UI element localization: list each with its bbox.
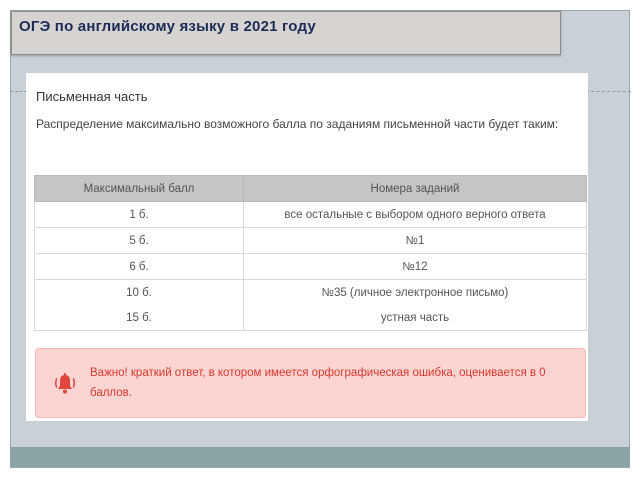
- divider-line-left: [11, 91, 27, 92]
- table-cell-score: 15 б.: [35, 305, 244, 331]
- table-cell-tasks: №12: [244, 254, 587, 280]
- bell-icon: [52, 371, 78, 397]
- table-cell-score: 5 б.: [35, 228, 244, 254]
- content-panel: [26, 73, 588, 421]
- divider-line-right: [586, 91, 631, 92]
- table-row: [35, 280, 587, 306]
- description-text: Распределение максимально возможного балла по заданиям письменной части будет таким:: [36, 117, 559, 131]
- table-header-row: [35, 176, 587, 202]
- warning-alert: [35, 348, 586, 418]
- table-row: [35, 202, 587, 228]
- table-cell-score: 6 б.: [35, 254, 244, 280]
- scores-table: [34, 175, 587, 331]
- warning-text: Важно! краткий ответ, в котором имеется орфографическая ошибка, оценивается в 0 баллов.: [90, 367, 546, 399]
- table-cell-score: 10 б.: [35, 280, 244, 306]
- table-header-max-score: Максимальный балл: [35, 176, 244, 202]
- table-header-task-numbers: Номера заданий: [244, 176, 587, 202]
- table-cell-tasks: все остальные с выбором одного верного ответа: [244, 202, 587, 228]
- slide-title: ОГЭ по английскому языку в 2021 году: [19, 18, 316, 35]
- slide-bottom-bar: [11, 447, 629, 467]
- table-cell-score: 1 б.: [35, 202, 244, 228]
- slide-title-box: [11, 11, 561, 55]
- table-row: [35, 228, 587, 254]
- table-row: [35, 305, 587, 331]
- section-heading: Письменная часть: [36, 89, 148, 104]
- table-cell-tasks: №1: [244, 228, 587, 254]
- table-row: [35, 254, 587, 280]
- table-cell-tasks: устная часть: [244, 305, 587, 331]
- table-cell-tasks: №35 (личное электронное письмо): [244, 280, 587, 306]
- slide: [10, 10, 630, 468]
